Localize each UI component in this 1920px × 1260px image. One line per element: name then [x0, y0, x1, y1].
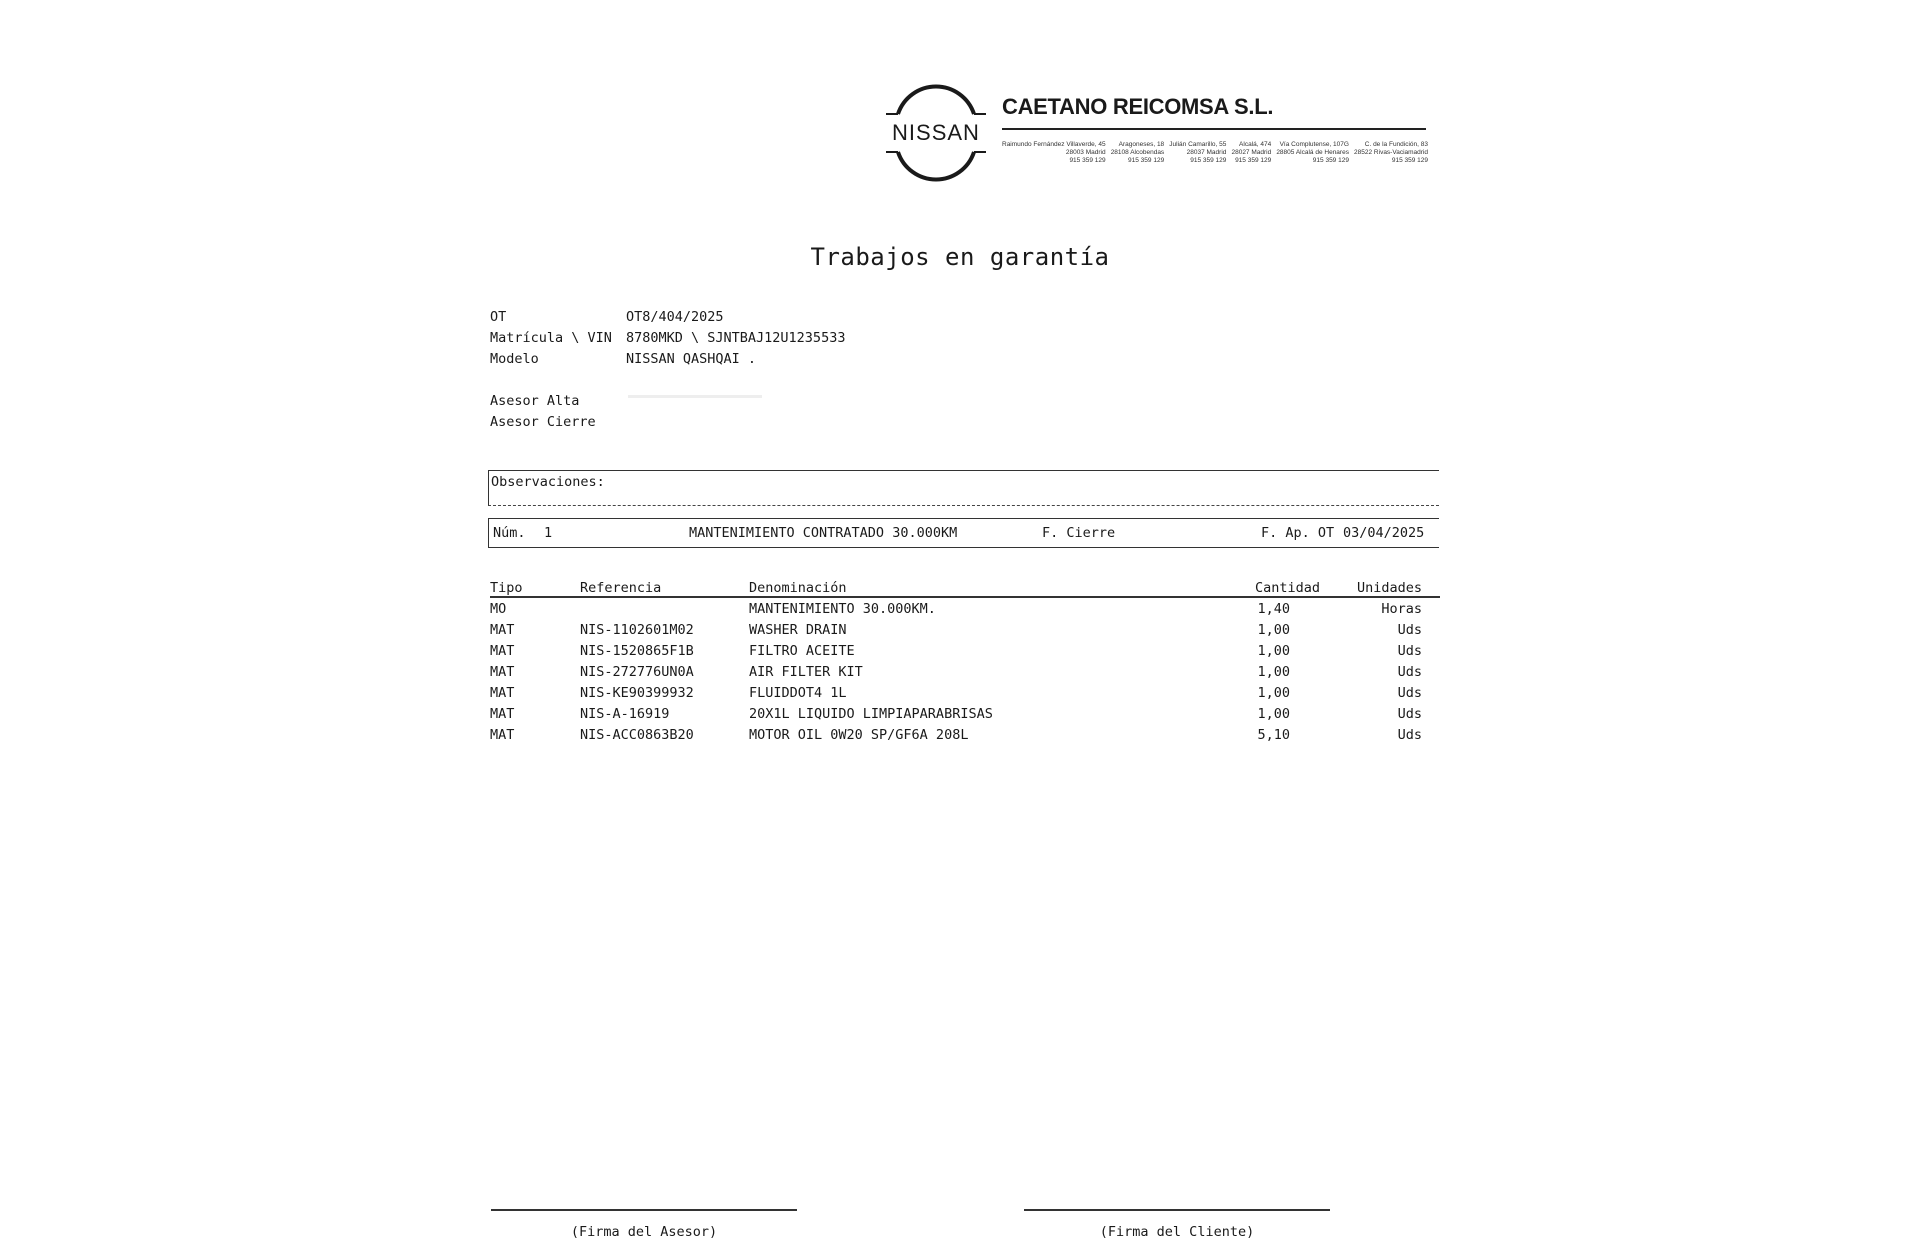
redacted-asesor-name [628, 395, 762, 398]
cell-unidades: Uds [1397, 643, 1422, 659]
branch-address: Vía Complutense, 107G 28805 Alcalá de Henares 915 359 129 [1276, 141, 1349, 164]
observaciones-box [488, 470, 1439, 506]
cell-referencia: NIS-KE90399932 [580, 685, 694, 701]
num-label: Núm. [493, 525, 526, 541]
branch-address: Alcalá, 474 28027 Madrid 915 359 129 [1231, 141, 1272, 164]
col-header-referencia: Referencia [580, 580, 662, 596]
cell-denominacion: AIR FILTER KIT [749, 664, 863, 680]
cell-unidades: Uds [1397, 664, 1422, 680]
asesor-signature-label: (Firma del Asesor) [570, 1224, 718, 1240]
cell-denominacion: FLUIDDOT4 1L [749, 685, 847, 701]
ot-label: OT [490, 309, 507, 325]
cell-unidades: Uds [1397, 706, 1422, 722]
cell-denominacion: WASHER DRAIN [749, 622, 847, 638]
apertura-label: F. Ap. OT [1261, 525, 1335, 541]
cell-unidades: Uds [1397, 727, 1422, 743]
cell-referencia: NIS-ACC0863B20 [580, 727, 694, 743]
asesor-signature-line [491, 1209, 797, 1211]
col-header-denominacion: Denominación [749, 580, 847, 596]
branch-address: Aragoneses, 18 28108 Alcobendas 915 359 129 [1110, 141, 1165, 164]
observaciones-label: Observaciones: [491, 474, 605, 490]
cell-denominacion: 20X1L LIQUIDO LIMPIAPARABRISAS [749, 706, 993, 722]
matricula-value: 8780MKD \ SJNTBAJ12U1235533 [626, 330, 846, 346]
cierre-label: F. Cierre [1042, 525, 1116, 541]
ot-value: OT8/404/2025 [626, 309, 724, 325]
cell-denominacion: MANTENIMIENTO 30.000KM. [749, 601, 936, 617]
cell-referencia: NIS-A-16919 [580, 706, 670, 722]
col-header-cantidad: Cantidad [1254, 580, 1320, 596]
branch-address: Raimundo Fernández Villaverde, 45 28003 Madrid 915 359 129 [1002, 141, 1106, 164]
cell-cantidad: 1,40 [1257, 601, 1290, 617]
modelo-label: Modelo [490, 351, 539, 367]
cell-referencia: NIS-1102601M02 [580, 622, 694, 638]
nissan-logo [884, 74, 988, 192]
cell-tipo: MAT [490, 685, 515, 701]
cell-cantidad: 1,00 [1257, 664, 1290, 680]
nissan-emblem-icon [884, 74, 988, 192]
company-name: CAETANO REICOMSA S.L. [1002, 94, 1274, 119]
cell-denominacion: MOTOR OIL 0W20 SP/GF6A 208L [749, 727, 969, 743]
apertura-value: 03/04/2025 [1343, 525, 1425, 541]
cliente-signature-line [1024, 1209, 1330, 1211]
cell-unidades: Uds [1397, 685, 1422, 701]
cell-referencia: NIS-272776UN0A [580, 664, 694, 680]
table-header-rule [490, 596, 1440, 598]
cell-unidades: Uds [1397, 622, 1422, 638]
cell-tipo: MAT [490, 664, 515, 680]
cell-referencia: NIS-1520865F1B [580, 643, 694, 659]
asesor-cierre-label: Asesor Cierre [490, 414, 596, 430]
cliente-signature-label: (Firma del Cliente) [1099, 1224, 1255, 1240]
branch-address: Julián Camarillo, 55 28037 Madrid 915 359 129 [1169, 141, 1227, 164]
cell-tipo: MAT [490, 727, 515, 743]
cell-cantidad: 1,00 [1257, 685, 1290, 701]
logo-wordmark: NISSAN [892, 120, 980, 145]
header-divider [1002, 128, 1426, 130]
matricula-label: Matrícula \ VIN [490, 330, 612, 346]
modelo-value: NISSAN QASHQAI . [626, 351, 757, 367]
cell-unidades: Horas [1381, 601, 1422, 617]
cell-cantidad: 5,10 [1257, 727, 1290, 743]
work-description: MANTENIMIENTO CONTRATADO 30.000KM [689, 525, 958, 541]
num-value: 1 [544, 525, 553, 541]
cell-cantidad: 1,00 [1257, 622, 1290, 638]
cell-tipo: MAT [490, 706, 515, 722]
cell-cantidad: 1,00 [1257, 706, 1290, 722]
cell-tipo: MO [490, 601, 507, 617]
asesor-alta-label: Asesor Alta [490, 393, 580, 409]
work-line-box [488, 518, 1439, 548]
cell-tipo: MAT [490, 643, 515, 659]
col-header-unidades: Unidades [1356, 580, 1422, 596]
cell-tipo: MAT [490, 622, 515, 638]
cell-denominacion: FILTRO ACEITE [749, 643, 855, 659]
document-title: Trabajos en garantía [810, 243, 1110, 271]
branch-address: C. de la Fundición, 83 28522 Rivas-Vaciamadrid 915 359 129 [1354, 141, 1428, 164]
cell-cantidad: 1,00 [1257, 643, 1290, 659]
branch-addresses [1002, 141, 1428, 165]
col-header-tipo: Tipo [490, 580, 523, 596]
